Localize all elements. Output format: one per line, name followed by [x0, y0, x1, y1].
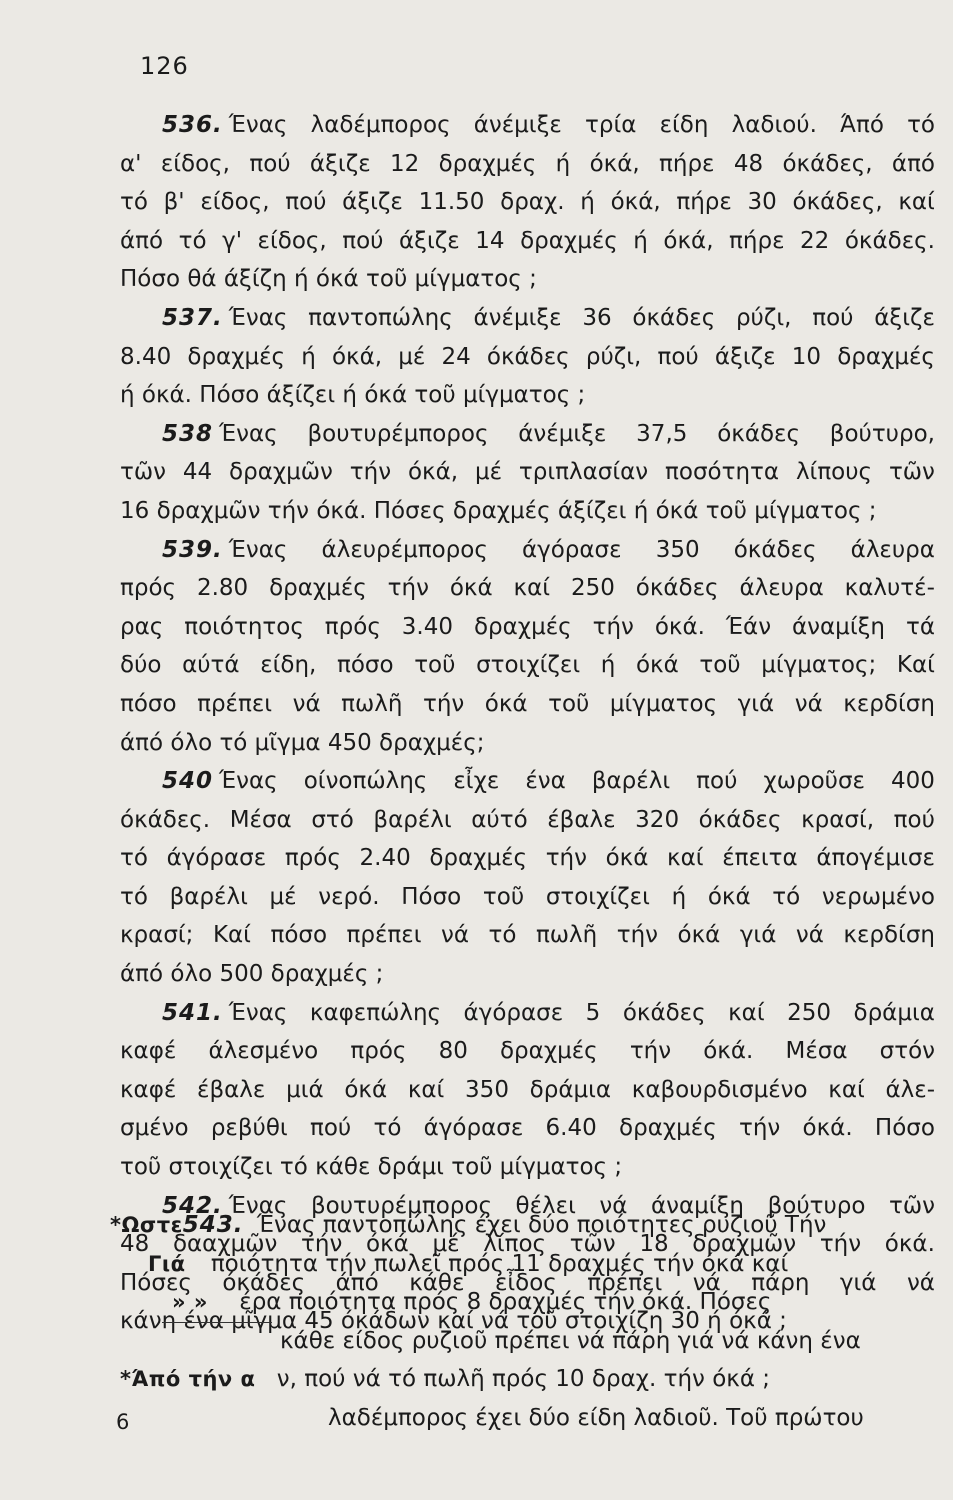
text-line [120, 955, 935, 994]
line-text: Ένας λαδέμπορος άνέμιξε τρία είδη λαδιού. Άπό τό [228, 112, 935, 138]
text-line [120, 685, 935, 724]
text-line [120, 801, 935, 840]
line-text: τό β' είδος, πού άξιζε 11.50 δραχ. ή όκά, πήρε 30 όκάδες, καί [120, 189, 935, 216]
overlap-prefix-5: *Άπό τήν α [120, 1367, 256, 1392]
line-text: τοῦ στοιχίζει τό κάθε δράμι τοῦ μίγματος ; [120, 1154, 623, 1181]
text-line [120, 106, 935, 145]
overlap-prefix-3: » » [172, 1290, 208, 1315]
line-text: τῶν 44 δραχμῶν τήν όκά, μέ τριπλασίαν ποσότητα λίπους τῶν [120, 459, 935, 486]
line-text: 8.40 δραχμές ή όκά, μέ 24 όκάδες ρύζι, πού άξιζε 10 δραχμές [120, 343, 935, 370]
text-line [120, 994, 935, 1033]
overlap-text-4: κάθε είδος ρυζιοῦ πρέπει νά πάρη γιά νά κάνη ένα [280, 1327, 861, 1354]
line-text: Ένας οίνοπώλης εἶχε ένα βαρέλι πού χωροῦσε 400 [219, 768, 935, 795]
text-line [120, 878, 935, 917]
line-text: Πόσες όκάδες άπό κάθε εἶδος πρέπει νά πάρη γιά νά [120, 1269, 935, 1296]
overlap-text-2: ποιότητα τήν πωλεῖ πρός 11 δραχμές τήν όκά καί [210, 1250, 789, 1277]
overlap-text-3: έρα ποιότητα πρός 8 δραχμές τήν όκά. Πόσες [239, 1289, 772, 1316]
text-line [120, 183, 935, 222]
text-line [120, 1071, 935, 1110]
line-text: 48 δααχμῶν τήν όκά μέ λίπος τῶν 18 δραχμῶν τήν όκά. [120, 1231, 935, 1258]
line-text: άπό τό γ' είδος, πού άξιζε 14 δραχμές ή όκά, πήρε 22 όκάδες. [120, 227, 935, 254]
problem-number: 538 [162, 420, 214, 447]
overlap-line-4 [110, 1322, 940, 1361]
text-line [120, 1148, 935, 1187]
text-line [120, 646, 935, 685]
line-text: πόσο πρέπει νά πωλῆ τήν όκά τοῦ μίγματος γιά νά κερδίση [120, 690, 935, 717]
text-line [120, 415, 935, 454]
text-line [120, 492, 935, 531]
text-line [120, 222, 935, 261]
overlap-line-5 [110, 1360, 940, 1399]
text-line [120, 299, 935, 338]
problem-number: 542. [162, 1192, 223, 1219]
overlap-line-6 [110, 1399, 940, 1438]
footnote-rule [162, 1322, 272, 1323]
signature-mark: 6 [116, 1410, 130, 1434]
text-line [120, 762, 935, 801]
line-text: Ένας βουτυρέμπορος θέλει νά άναμίξη βούτυρο τῶν [228, 1192, 935, 1219]
line-text: Ένας άλευρέμπορος άγόρασε 350 όκάδες άλευρα [228, 536, 935, 563]
problem-number: 541. [162, 999, 223, 1026]
line-text: κάνη ένα μῖγμα 45 όκάδων καί νά τοῦ στοιχίζη 30 ή όκά ; [120, 1308, 787, 1335]
line-text: Ένας καφεπώλης άγόρασε 5 όκάδες καί 250 δράμια [228, 999, 935, 1026]
line-text: δύο αύτά είδη, πόσο τοῦ στοιχίζει ή όκά τοῦ μίγματος; Καί [120, 652, 935, 679]
line-text: Πόσο θά άξίζη ή όκά τοῦ μίγματος ; [120, 266, 537, 293]
overlap-text-1: Ένας παντοπώλης έχει δύο ποιότητες ρυζιοῦ Τήν [256, 1212, 827, 1238]
problems-text [120, 106, 935, 1341]
overlap-text-6: λαδέμπορος έχει δύο είδη λαδιοῦ. Τοῦ πρώτου [328, 1404, 864, 1431]
problem-number: 537. [162, 304, 223, 331]
line-text: καφέ έβαλε μιά όκά καί 350 δράμια καβουρδισμένο καί άλε- [120, 1076, 935, 1103]
problem-number-543: 543. [182, 1212, 244, 1238]
overlap-prefix-1: *Ωστε [110, 1213, 183, 1237]
text-line [120, 569, 935, 608]
line-text: Ένας παντοπώλης άνέμιξε 36 όκάδες ρύζι, πού άξιζε [228, 304, 935, 331]
text-line [120, 1109, 935, 1148]
overlap-text-5: ν, πού νά τό πωλῆ πρός 10 δραχ. τήν όκά ; [276, 1366, 771, 1393]
problem-number: 539. [162, 536, 223, 563]
line-text: άπό όλο τό μῖγμα 450 δραχμές; [120, 729, 485, 756]
text-line [120, 453, 935, 492]
text-line [120, 145, 935, 184]
overlap-line-2 [110, 1245, 940, 1284]
line-text: καφέ άλεσμένο πρός 80 δραχμές τήν όκά. Μέσα στόν [120, 1038, 935, 1065]
line-text: τό βαρέλι μέ νερό. Πόσο τοῦ στοιχίζει ή όκά τό νερωμένο [120, 883, 935, 910]
text-line [120, 376, 935, 415]
text-line [120, 608, 935, 647]
line-text: τό άγόρασε πρός 2.40 δραχμές τήν όκά καί έπειτα άπογέμισε [120, 845, 935, 872]
line-text: όκάδες. Μέσα στό βαρέλι αύτό έβαλε 320 όκάδες κρασί, πού [120, 806, 935, 833]
text-line [120, 916, 935, 955]
line-text: κρασί; Καί πόσο πρέπει νά τό πωλῆ τήν όκά γιά νά κερδίση [120, 922, 935, 949]
line-text: Ένας βουτυρέμπορος άνέμιξε 37,5 όκάδες βούτυρο, [219, 420, 935, 447]
text-line [120, 839, 935, 878]
line-text: ρας ποιότητος πρός 3.40 δραχμές τήν όκά. Έάν άναμίξη τά [120, 613, 935, 640]
text-line [120, 1032, 935, 1071]
text-line [120, 338, 935, 377]
line-text: α' είδος, πού άξιζε 12 δραχμές ή όκά, πήρε 48 όκάδες, άπό [120, 150, 935, 177]
overlap-line-3 [110, 1283, 940, 1322]
line-text: άπό όλο 500 δραχμές ; [120, 961, 384, 988]
line-text: σμένο ρεβύθι πού τό άγόρασε 6.40 δραχμές τήν όκά. Πόσο [120, 1115, 935, 1142]
text-line [120, 724, 935, 763]
problem-number: 536. [162, 112, 223, 138]
problem-number: 540 [162, 768, 214, 795]
text-line [120, 531, 935, 570]
line-text: 16 δραχμῶν τήν όκά. Πόσες δραχμές άξίζει ή όκά τοῦ μίγματος ; [120, 497, 877, 524]
overlap-prefix-2: Γιά [148, 1251, 186, 1276]
page-number: 126 [140, 52, 189, 80]
line-text: ή όκά. Πόσο άξίζει ή όκά τοῦ μίγματος ; [120, 382, 586, 409]
overlap-line-1 [110, 1206, 940, 1245]
line-text: πρός 2.80 δραχμές τήν όκά καί 250 όκάδες άλευρα καλυτέ- [120, 575, 935, 602]
text-line [120, 260, 935, 299]
